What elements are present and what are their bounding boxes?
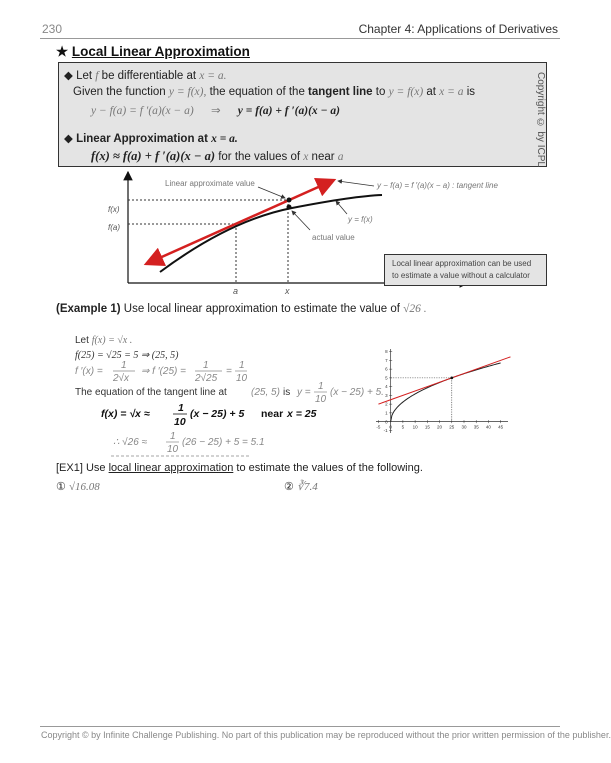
tick-a: a bbox=[233, 286, 239, 296]
math: x = a bbox=[439, 86, 464, 98]
diamond-bullet-icon: ◆ bbox=[64, 133, 73, 145]
page-number: 230 bbox=[42, 22, 63, 36]
equals: = bbox=[226, 366, 232, 377]
chart-tangent-point bbox=[450, 376, 453, 379]
tick-fa: f(a) bbox=[108, 223, 120, 232]
chart-y-tick-label: 1 bbox=[385, 410, 388, 416]
leader-curve bbox=[336, 201, 347, 214]
text: to bbox=[375, 86, 386, 98]
definition-box bbox=[58, 62, 547, 167]
math: f(x) = √x . bbox=[91, 335, 133, 346]
item-math: √16.08 bbox=[68, 481, 100, 493]
math-bold: f(x) ≈ f(a) + f ′(a)(x − a) bbox=[91, 149, 215, 163]
text: Given the function bbox=[73, 86, 166, 98]
label-actual: actual value bbox=[312, 233, 355, 242]
math-bold: x = a. bbox=[211, 133, 238, 145]
chart-x-tick-label: 25 bbox=[449, 424, 455, 430]
text: for the values of bbox=[218, 151, 301, 163]
frac1-num: 1 bbox=[121, 360, 127, 371]
text-bold: Linear Approximation at bbox=[76, 133, 208, 145]
tangent-y: y = bbox=[297, 387, 311, 398]
circled-1-icon: ① bbox=[56, 481, 66, 493]
chart-tangent-line bbox=[378, 357, 510, 404]
frac6-num: 1 bbox=[170, 431, 176, 442]
section-title bbox=[56, 44, 250, 60]
frac5-den: 10 bbox=[174, 416, 186, 428]
implies-icon: ⇒ bbox=[210, 105, 221, 117]
chart-y-tick-label: 5 bbox=[385, 375, 388, 381]
text: near bbox=[311, 151, 335, 163]
text: the equation of the bbox=[209, 86, 305, 98]
frac4-num: 1 bbox=[318, 381, 324, 392]
approx-eq-right: (x − 25) + 5 bbox=[190, 408, 245, 420]
box-line-3 bbox=[91, 103, 340, 117]
frac3-den: 10 bbox=[236, 373, 248, 384]
text: Let bbox=[75, 335, 89, 346]
work-line-2: f(25) = √25 = 5 ⇒ (25, 5) bbox=[75, 350, 179, 361]
frac1-den: 2√x bbox=[113, 373, 130, 384]
math: a bbox=[337, 151, 344, 163]
tangent-eq-text: The equation of the tangent line at bbox=[75, 387, 227, 398]
actual-point bbox=[287, 205, 292, 210]
chart-y-tick-label: 0 bbox=[385, 419, 388, 425]
example-text: Use local linear approximation to estimate the value of bbox=[123, 303, 400, 315]
chart-y-tick-label: 7 bbox=[385, 357, 388, 363]
tick-x: x bbox=[285, 286, 290, 296]
box-line-4 bbox=[64, 131, 238, 145]
example-value: √26 . bbox=[403, 303, 427, 315]
chart-y-tick-label: -1 bbox=[383, 427, 388, 433]
text-bold: tangent line bbox=[308, 86, 373, 98]
exercise-item-2 bbox=[284, 480, 318, 493]
leader-tangent bbox=[338, 181, 374, 186]
box-line-1 bbox=[64, 68, 227, 82]
label-linear-value: Linear approximate value bbox=[165, 179, 255, 188]
frac3-num: 1 bbox=[239, 360, 245, 371]
chart-x-tick-label: 35 bbox=[473, 424, 479, 430]
chart-x-tick-label: 40 bbox=[485, 424, 491, 430]
header-divider bbox=[40, 38, 560, 39]
chapter-title: Chapter 4: Applications of Derivatives bbox=[358, 22, 558, 36]
approx-eq-left: f(x) = √x ≈ bbox=[101, 408, 150, 420]
math: x bbox=[303, 151, 309, 163]
note-line-1: Local linear approximation can be used bbox=[392, 259, 532, 268]
footer-divider bbox=[40, 726, 560, 727]
text: Use bbox=[85, 462, 106, 474]
text: Let bbox=[76, 70, 93, 82]
exercise-prompt bbox=[56, 462, 423, 474]
text: be differentiable at bbox=[101, 70, 197, 82]
example-graph bbox=[368, 345, 514, 443]
chart-x-tick-label: 30 bbox=[461, 424, 467, 430]
exercise-item-1 bbox=[56, 480, 100, 493]
fprime-left: f ′(x) = bbox=[75, 366, 103, 377]
frac6-den: 10 bbox=[167, 444, 179, 455]
chart-x-tick-label: 5 bbox=[401, 424, 405, 430]
example-1-prompt bbox=[56, 303, 427, 315]
tangent-line bbox=[146, 180, 334, 264]
text: to estimate the values of the following. bbox=[236, 462, 423, 474]
frac4-den: 10 bbox=[315, 394, 327, 405]
vertical-copyright: Copyright © by ICPL bbox=[535, 72, 546, 167]
therefore-right: (26 − 25) + 5 = 5.1 bbox=[182, 437, 265, 448]
frac5-num: 1 bbox=[178, 402, 184, 414]
leader-actual bbox=[292, 211, 310, 230]
text: is bbox=[466, 86, 476, 98]
tangent-is: is bbox=[283, 387, 291, 398]
footer-copyright: Copyright © by Infinite Challenge Publishing. No part of this publication may be reproduced without the prior written permission of the publisher. bbox=[41, 730, 611, 740]
math: x = a. bbox=[199, 70, 227, 82]
box-line-2 bbox=[73, 86, 475, 98]
chart-x-tick-label: 15 bbox=[424, 424, 430, 430]
math-bold: y = f(a) + f ′(a)(x − a) bbox=[237, 105, 340, 117]
math: y = f(x), bbox=[168, 86, 207, 98]
exercise-label: [EX1] bbox=[56, 462, 83, 474]
chart-x-tick-label: 0 bbox=[389, 424, 392, 430]
math: f bbox=[95, 70, 99, 82]
label-tangent: y − f(a) = f ′(a)(x − a) : tangent line bbox=[377, 181, 498, 190]
chart-y-tick-label: 8 bbox=[385, 349, 388, 355]
label-curve: y = f(x) bbox=[348, 215, 373, 224]
chart-x-tick-label: 20 bbox=[437, 424, 443, 430]
circled-2-icon: ② bbox=[284, 481, 294, 493]
chart-x-tick-label: 10 bbox=[412, 424, 418, 430]
text: at bbox=[426, 86, 436, 98]
note-line-2: to estimate a value without a calculator bbox=[392, 271, 530, 280]
fprime-25: ⇒ f ′(25) = bbox=[141, 366, 186, 377]
approx-point bbox=[287, 198, 292, 203]
near-value: x = 25 bbox=[287, 408, 317, 420]
chart-y-tick-label: 3 bbox=[385, 392, 388, 398]
text-underlined: local linear approximation bbox=[108, 462, 234, 474]
section-title-text: Local Linear Approximation bbox=[71, 44, 250, 59]
tangent-rest: (x − 25) + 5. bbox=[330, 387, 384, 398]
frac2-den: 2√25 bbox=[195, 373, 218, 384]
math: y − f(a) = f ′(a)(x − a) bbox=[91, 105, 194, 117]
box-line-5 bbox=[91, 149, 344, 164]
tick-fx: f(x) bbox=[108, 205, 120, 214]
chart-x-tick-label: 45 bbox=[498, 424, 504, 430]
side-note bbox=[384, 254, 547, 286]
diamond-bullet-icon: ◆ bbox=[64, 70, 73, 82]
tangent-point: (25, 5) bbox=[251, 387, 280, 398]
near-word: near bbox=[261, 408, 284, 420]
example-label: (Example 1) bbox=[56, 303, 121, 315]
chart-x-tick-label: -5 bbox=[376, 424, 381, 430]
frac2-num: 1 bbox=[203, 360, 209, 371]
therefore-left: ∴ √26 ≈ bbox=[113, 437, 148, 448]
star-icon: ★ bbox=[56, 44, 69, 59]
item-math: ∛7.4 bbox=[296, 481, 318, 493]
work-line-1 bbox=[75, 335, 132, 346]
chart-y-tick-label: 2 bbox=[385, 401, 388, 407]
chart-y-tick-label: 4 bbox=[385, 384, 388, 390]
leader-linear bbox=[258, 187, 285, 198]
chart-y-tick-label: 6 bbox=[385, 366, 388, 372]
math: y = f(x) bbox=[388, 86, 424, 98]
chart-curve-sqrt bbox=[391, 363, 501, 422]
